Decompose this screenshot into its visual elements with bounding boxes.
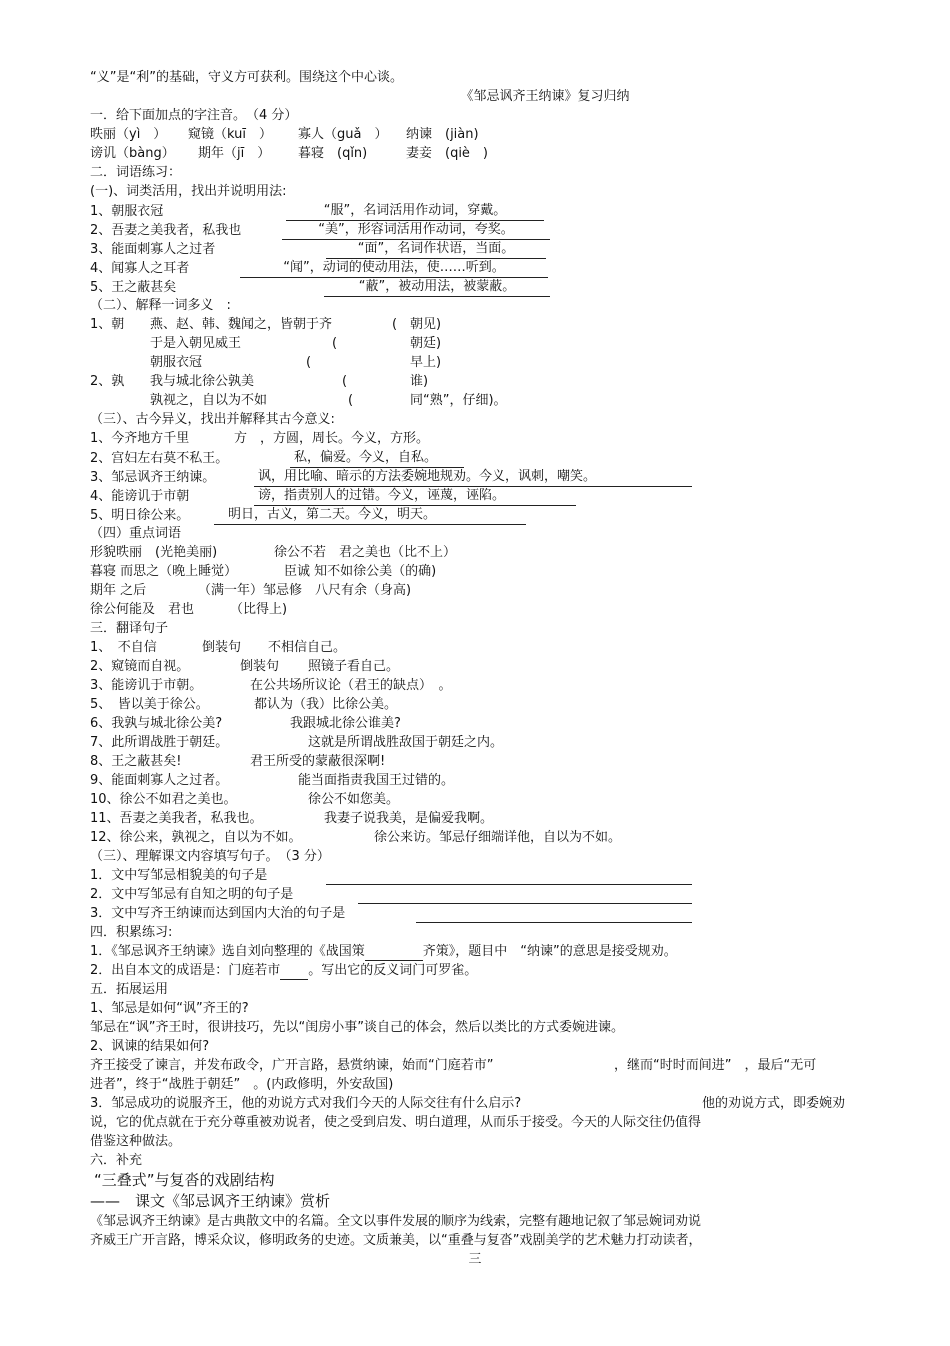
key-word: 徐公何能及 君也 bbox=[90, 602, 195, 617]
translation-text: 徐公来访。邹忌仔细端详他，自以为不如。 bbox=[374, 830, 622, 845]
pinyin-row-2 bbox=[90, 144, 880, 163]
subsection-polysemy: （二）、解释一词多义 : bbox=[90, 298, 231, 313]
polysemy-sentence: 于是入朝见威王 bbox=[150, 336, 242, 351]
ancient-modern-item bbox=[90, 467, 880, 486]
word-class-item-4 bbox=[90, 258, 880, 277]
translation-item bbox=[90, 828, 880, 847]
key-word-row bbox=[90, 581, 880, 600]
answer-text: “蔽”，被动用法，被蒙蔽。 bbox=[324, 277, 550, 297]
sentence-type: 倒装句 bbox=[240, 659, 280, 674]
answer-text: 私，偏爱。今义，自私。 bbox=[290, 448, 464, 468]
pinyin-item: 昳丽（yì ） bbox=[90, 127, 167, 142]
polysemy-meaning: 朝廷) bbox=[410, 336, 442, 351]
answer-blank[interactable] bbox=[326, 870, 692, 885]
key-word: 形貌昳丽 (光艳美丽) bbox=[90, 545, 218, 560]
extension-answer-1: 邹忌在“讽”齐王时，很讲技巧，先以“闺房小事”谈自己的体会，然后以类比的方式委婉进谏。 bbox=[90, 1020, 624, 1035]
answer-text: ，继而“时时而间进” ，最后“无可 bbox=[614, 1058, 817, 1073]
extension-question-3 bbox=[90, 1094, 880, 1113]
question-text: 1、今齐地方千里 bbox=[90, 431, 190, 446]
translation-text: 在公共场所议论（君王的缺点） 。 bbox=[250, 678, 452, 693]
key-word-row bbox=[90, 562, 880, 581]
extension-answer-3-cont: 借鉴这种做法。 bbox=[90, 1134, 182, 1149]
translation-text: 这就是所谓战胜敌国于朝廷之内。 bbox=[308, 735, 504, 750]
key-word: 期年 之后 bbox=[90, 583, 147, 598]
source-sentence: 3、能谤讥于市朝。 bbox=[90, 678, 203, 693]
section-2-heading: 二．词语练习： bbox=[90, 165, 182, 180]
source-sentence: 12、徐公来，孰视之，自以为不如。 bbox=[90, 830, 302, 845]
polysemy-sentence: 燕、赵、韩、魏闻之，皆朝于齐 bbox=[150, 317, 333, 332]
polysemy-item bbox=[90, 334, 880, 353]
translation-text: 我跟城北徐公谁美? bbox=[290, 716, 401, 731]
translation-item bbox=[90, 657, 880, 676]
question-text: 2、吾妻之美我者，私我也 bbox=[90, 223, 242, 238]
paren: ( bbox=[348, 393, 354, 408]
answer-text: 讽，用比喻、暗示的方法委婉地规劝。今义，讽刺，嘲笑。 bbox=[254, 467, 692, 487]
word-class-item-2 bbox=[90, 220, 880, 239]
answer-blank[interactable] bbox=[280, 965, 308, 980]
key-word-row bbox=[90, 543, 880, 562]
extension-question-1: 1、邹忌是如何“讽”齐王的? bbox=[90, 1001, 249, 1016]
translation-text: 照镜子看自己。 bbox=[308, 659, 400, 674]
page-number: 三 bbox=[468, 1252, 482, 1267]
pinyin-item: 窥镜（kuī ） bbox=[188, 127, 272, 142]
section-5-heading: 五．拓展运用 bbox=[90, 982, 169, 997]
subsection-key-words: （四）重点词语 bbox=[90, 526, 182, 541]
paren: ( bbox=[332, 336, 338, 351]
paren: ( bbox=[306, 355, 312, 370]
ancient-modern-item bbox=[90, 448, 880, 467]
answer-text: 他的劝说方式，即委婉劝 bbox=[702, 1096, 846, 1111]
ancient-modern-item bbox=[90, 429, 880, 448]
polysemy-meaning: 谁) bbox=[410, 374, 429, 389]
supplement-title: “三叠式”与复沓的戏剧结构 bbox=[94, 1171, 275, 1189]
pinyin-row-1 bbox=[90, 125, 880, 144]
pinyin-item: 纳谏 (jiàn) bbox=[406, 127, 479, 142]
question-text: 4、能谤讥于市朝 bbox=[90, 489, 190, 504]
fill-item-3 bbox=[90, 904, 880, 923]
translation-text: 君王所受的蒙蔽很深啊! bbox=[250, 754, 386, 769]
answer-blank[interactable] bbox=[358, 889, 692, 904]
question-text: 3、能面刺寡人之过者 bbox=[90, 242, 216, 257]
translation-text: 我妻子说我美，是偏爱我啊。 bbox=[324, 811, 494, 826]
answer-text: “闻”，动词的使动用法，使……听到。 bbox=[240, 258, 548, 278]
pinyin-item: 期年（jī ） bbox=[198, 146, 271, 161]
question-text: 4、闻寡人之耳者 bbox=[90, 261, 190, 276]
polysemy-meaning: 同“熟”，仔细)。 bbox=[410, 393, 507, 408]
key-word-row bbox=[90, 600, 880, 619]
source-sentence: 5、 皆以美于徐公。 bbox=[90, 697, 209, 712]
answer-text: “美”，形容词活用作动词，夸奖。 bbox=[282, 220, 550, 240]
sentence-type: 倒装句 bbox=[202, 640, 242, 655]
extension-answer-2-cont: 进者”，终于“战胜于朝廷” 。(内政修明，外安敌国) bbox=[90, 1077, 394, 1092]
fill-prompt: 2．文中写邹忌有自知之明的句子是 bbox=[90, 887, 294, 902]
source-sentence: 8、王之蔽甚矣! bbox=[90, 754, 182, 769]
question-text: 5、明日徐公来。 bbox=[90, 508, 190, 523]
ancient-modern-item bbox=[90, 505, 880, 524]
extension-question-2: 2、讽谏的结果如何? bbox=[90, 1039, 210, 1054]
supplement-paragraph-2: 齐威王广开言路，博采众议，修明政务的史迹。文质兼美，以“重叠与复沓”戏剧美学的艺术魅力打动读者， bbox=[90, 1233, 702, 1248]
key-word: 徐公不若 君之美也（比不上） bbox=[274, 545, 457, 560]
extension-answer-2 bbox=[90, 1056, 880, 1075]
document-body bbox=[90, 68, 880, 1250]
polysemy-item bbox=[90, 315, 880, 334]
accumulation-text: 1．《邹忌讽齐王纳谏》选自刘向整理的《战国策 bbox=[90, 944, 365, 959]
source-sentence: 2、窥镜而自视。 bbox=[90, 659, 190, 674]
ancient-modern-item bbox=[90, 486, 880, 505]
polysemy-meaning: 早上) bbox=[410, 355, 442, 370]
translation-text: 能当面指责我国王过错的。 bbox=[298, 773, 455, 788]
answer-blank[interactable] bbox=[365, 946, 423, 961]
section-1-heading: 一．给下面加点的字注音。 （4 分） bbox=[90, 108, 298, 123]
word-class-item-3 bbox=[90, 239, 880, 258]
question-text: 3．邹忌成功的说服齐王，他的劝说方式对我们今天的人际交往有什么启示? bbox=[90, 1096, 522, 1111]
source-sentence: 11、吾妻之美我者，私我也。 bbox=[90, 811, 263, 826]
polysemy-word: 1、朝 bbox=[90, 317, 125, 332]
subsection-fill-sentences: （三）、理解课文内容填写句子。 （3 分） bbox=[90, 849, 330, 864]
section-3-heading: 三．翻译句子 bbox=[90, 621, 169, 636]
pinyin-item: 暮寝 (qǐn) bbox=[298, 146, 368, 161]
polysemy-sentence: 朝服衣冠 bbox=[150, 355, 203, 370]
translation-text: 徐公不如您美。 bbox=[308, 792, 400, 807]
section-4-heading: 四．积累练习: bbox=[90, 925, 173, 940]
fill-prompt: 1．文中写邹忌相貌美的句子是 bbox=[90, 868, 268, 883]
polysemy-item bbox=[90, 372, 880, 391]
key-word: （比得上) bbox=[230, 602, 288, 617]
question-text: 5、王之蔽甚矣 bbox=[90, 280, 177, 295]
answer-text: 方 ，方圆，周长。今义，方形。 bbox=[234, 431, 430, 446]
supplement-paragraph-1: 《邹忌讽齐王纳谏》是古典散文中的名篇。全文以事件发展的顺序为线索，完整有趣地记叙了邹忌婉词劝说 bbox=[90, 1214, 702, 1229]
key-word: 臣诚 知不如徐公美（的确) bbox=[284, 564, 437, 579]
key-word: （满一年）邹忌修 八尺有余（身高) bbox=[198, 583, 412, 598]
answer-text: “服”，名词活用作动词，穿戴。 bbox=[286, 201, 544, 221]
answer-text: “面”，名词作状语，当面。 bbox=[326, 239, 546, 259]
translation-text: 都认为（我）比徐公美。 bbox=[254, 697, 398, 712]
paren: ( bbox=[342, 374, 348, 389]
pinyin-item: 谤讥（bàng） bbox=[90, 146, 175, 161]
key-word: 暮寝 而思之（晚上睡觉） bbox=[90, 564, 238, 579]
source-sentence: 1、 不自信 bbox=[90, 640, 157, 655]
answer-blank[interactable] bbox=[416, 908, 692, 923]
translation-item bbox=[90, 733, 880, 752]
polysemy-sentence: 孰视之，自以为不如 bbox=[150, 393, 268, 408]
accumulation-text: 齐策》，题目中 “纳谏”的意思是接受规劝。 bbox=[422, 944, 677, 959]
translation-item bbox=[90, 771, 880, 790]
subsection-ancient-modern: （三）、古今异义，找出并解释其古今意义: bbox=[90, 412, 335, 427]
polysemy-meaning: 朝见) bbox=[410, 317, 442, 332]
pinyin-item: 寡人（guǎ ） bbox=[298, 127, 388, 142]
accumulation-item-1 bbox=[90, 942, 880, 961]
polysemy-sentence: 我与城北徐公孰美 bbox=[150, 374, 255, 389]
translation-item bbox=[90, 695, 880, 714]
fill-item-1 bbox=[90, 866, 880, 885]
fill-item-2 bbox=[90, 885, 880, 904]
answer-text: 齐王接受了谏言，并发布政令，广开言路，悬赏纳谏，始而“门庭若市” bbox=[90, 1058, 494, 1073]
fill-prompt: 3．文中写齐王纳谏而达到国内大治的句子是 bbox=[90, 906, 346, 921]
intro-line: “义”是“利”的基础，守义方可获利。围绕这个中心谈。 bbox=[90, 70, 403, 85]
answer-text: 谤，指责别人的过错。今义，诬蔑，诬陷。 bbox=[254, 486, 576, 506]
extension-answer-3: 说，它的优点就在于充分尊重被劝说者，使之受到启发、明白道理，从而乐于接受。今天的人际交往仍值得 bbox=[90, 1115, 702, 1130]
pinyin-item: 妻妾 (qiè ) bbox=[406, 146, 489, 161]
translation-item bbox=[90, 714, 880, 733]
translation-item bbox=[90, 676, 880, 695]
translation-item bbox=[90, 638, 880, 657]
accumulation-text: 2．出自本文的成语是：门庭若市 bbox=[90, 963, 281, 978]
source-sentence: 6、我孰与城北徐公美? bbox=[90, 716, 223, 731]
page-title: 《邹忌讽齐王纳谏》复习归纳 bbox=[460, 89, 630, 104]
accumulation-item-2 bbox=[90, 961, 880, 980]
accumulation-text: 。写出它的反义词门可罗雀。 bbox=[308, 963, 478, 978]
section-6-heading: 六．补充 bbox=[90, 1153, 143, 1168]
question-text: 2、宫妇左右莫不私王。 bbox=[90, 451, 229, 466]
question-text: 1、朝服衣冠 bbox=[90, 204, 164, 219]
translation-item bbox=[90, 752, 880, 771]
polysemy-word: 2、孰 bbox=[90, 374, 125, 389]
question-text: 3、邹忌讽齐王纳谏。 bbox=[90, 470, 216, 485]
source-sentence: 9、能面刺寡人之过者。 bbox=[90, 773, 229, 788]
translation-item bbox=[90, 809, 880, 828]
supplement-subtitle: —— 课文《邹忌讽齐王纳谏》赏析 bbox=[90, 1192, 331, 1210]
translation-item bbox=[90, 790, 880, 809]
source-sentence: 10、徐公不如君之美也。 bbox=[90, 792, 237, 807]
word-class-item-5 bbox=[90, 277, 880, 296]
answer-text: 明日，古义，第二天。今义，明天。 bbox=[214, 505, 526, 525]
subsection-word-class: (一)、词类活用，找出并说明用法: bbox=[90, 184, 287, 199]
translation-text: 不相信自己。 bbox=[268, 640, 347, 655]
polysemy-item bbox=[90, 391, 880, 410]
paren: ( bbox=[392, 317, 398, 332]
word-class-item-1 bbox=[90, 201, 880, 220]
polysemy-item bbox=[90, 353, 880, 372]
source-sentence: 7、此所谓战胜于朝廷。 bbox=[90, 735, 229, 750]
